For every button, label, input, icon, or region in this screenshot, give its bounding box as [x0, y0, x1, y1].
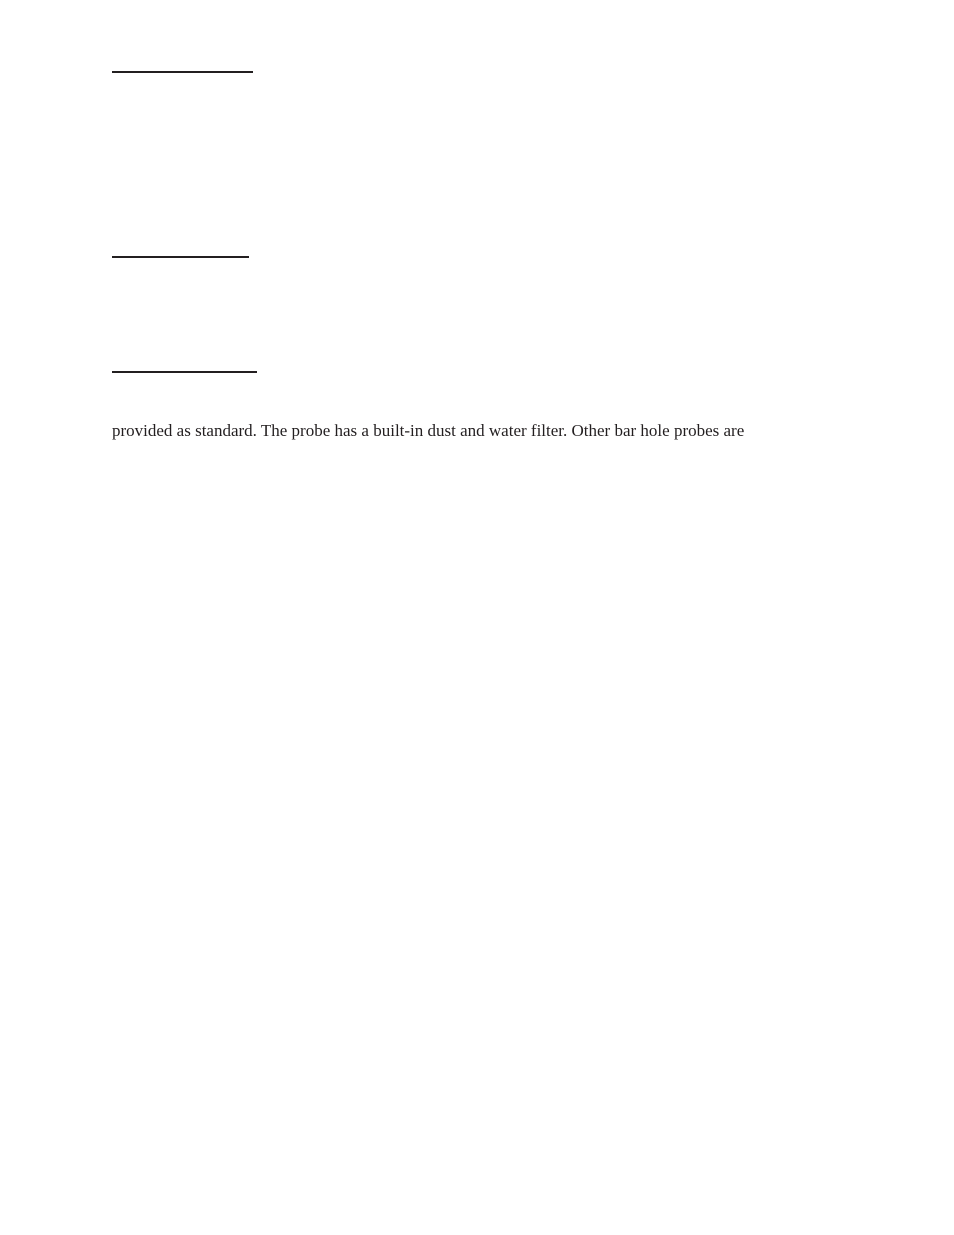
heading-underline-rule	[112, 71, 253, 73]
heading-underline-rule	[112, 256, 249, 258]
body-text-line: provided as standard. The probe has a built-in dust and water filter. Other bar hole probes are	[112, 421, 745, 440]
heading-underline-rule	[112, 371, 257, 373]
